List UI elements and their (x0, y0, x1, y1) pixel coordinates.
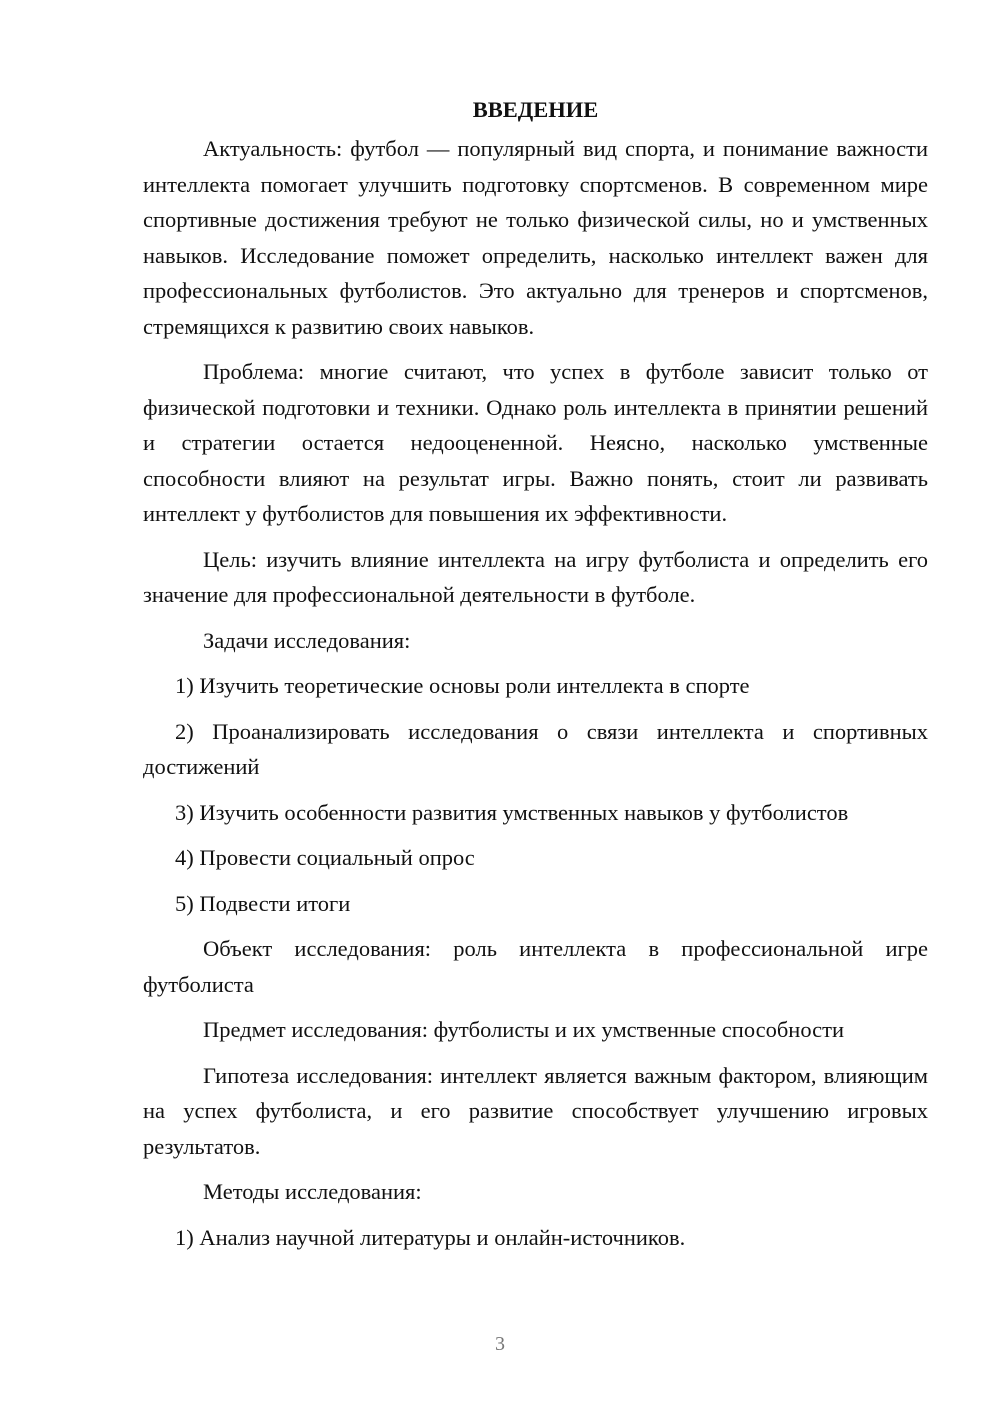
tasks-heading: Задачи исследования: (203, 627, 411, 653)
goal-paragraph: Цель: изучить влияние интеллекта на игру футболиста и определить его значение для профессиональной деятельности в футболе. (143, 546, 928, 607)
task-item-3: 3) Изучить особенности развития умственных навыков у футболистов (175, 799, 849, 825)
section-title: ВВЕДЕНИЕ (472, 97, 599, 122)
object-paragraph: Объект исследования: роль интеллекта в профессиональной игре футболиста (143, 936, 928, 997)
subject-paragraph: Предмет исследования: футболисты и их умственные способности (203, 1017, 845, 1042)
relevance-paragraph: Актуальность: футбол — популярный вид спорта, и понимание важности интеллекта помогает улучшить подготовку спортсменов. В современном мире спортивные достижения требуют не только физической силы, но и умственных навыков. Исследование поможет определить, насколько интеллект важен для профессиональных футболистов. Это актуально для тренеров и спортсменов, стремящихся к развитию своих навыков. (143, 136, 928, 339)
document-body (143, 92, 928, 1265)
method-item-1: 1) Анализ научной литературы и онлайн-источников. (175, 1224, 686, 1250)
problem-paragraph: Проблема: многие считают, что успех в футболе зависит только от физической подготовки и техники. Однако роль интеллекта в принятии решений и стратегии остается недооцененной. Неясно, насколько умственные способности влияют на результат игры. Важно понять, стоит ли развивать интеллект у футболистов для повышения их эффективности. (143, 359, 928, 526)
task-item-2: 2) Проанализировать исследования о связи интеллекта и спортивных достижений (143, 718, 928, 779)
page-number: 3 (495, 1333, 505, 1355)
hypothesis-paragraph: Гипотеза исследования: интеллект является важным фактором, влияющим на успех футболиста, и его развитие способствует улучшению игровых результатов. (143, 1062, 928, 1159)
task-item-4: 4) Провести социальный опрос (175, 845, 475, 870)
task-item-1: 1) Изучить теоретические основы роли интеллекта в спорте (175, 673, 750, 698)
methods-heading: Методы исследования: (203, 1179, 422, 1204)
task-item-5: 5) Подвести итоги (175, 890, 351, 916)
